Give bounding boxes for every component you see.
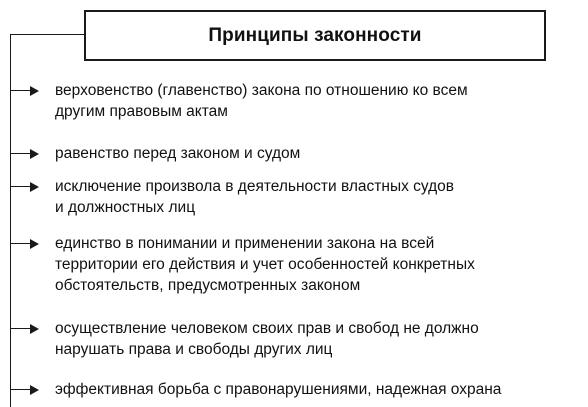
- title-connector-line: [10, 34, 84, 35]
- principle-text: [55, 80, 575, 122]
- principle-text-line: и должностных лиц: [55, 199, 196, 216]
- principle-text-line: территории его действия и учет особенностей конкретных: [55, 256, 475, 273]
- arrow-right-icon: [10, 385, 40, 395]
- arrow-right-icon: [10, 182, 40, 192]
- principle-text: [55, 379, 575, 400]
- principle-text-line: осуществление человеком своих прав и свобод не должно: [55, 320, 479, 337]
- principle-text-line: верховенство (главенство) закона по отношению ко всем: [55, 82, 468, 99]
- principle-text-line: исключение произвола в деятельности властных судов: [55, 178, 455, 195]
- principle-text: [55, 176, 575, 218]
- principle-text-line: другим правовым актам: [55, 103, 228, 120]
- arrow-right-icon: [10, 324, 40, 334]
- principle-text-line: эффективная борьба с правонарушениями, надежная охрана: [55, 381, 502, 398]
- arrow-right-icon: [10, 86, 40, 96]
- principle-text-line: единство в понимании и применении закона на всей: [55, 235, 435, 252]
- arrow-right-icon: [10, 239, 40, 249]
- principle-text-line: обстоятельств, предусмотренных законом: [55, 277, 361, 294]
- principle-text-line: равенство перед законом и судом: [55, 145, 301, 162]
- title-box: [84, 10, 546, 61]
- principle-text: [55, 233, 575, 296]
- principle-text: [55, 143, 575, 164]
- principle-text-line: нарушать права и свободы других лиц: [55, 341, 333, 358]
- diagram-title: Принципы законности: [208, 24, 422, 46]
- arrow-right-icon: [10, 149, 40, 159]
- principle-text: [55, 318, 575, 360]
